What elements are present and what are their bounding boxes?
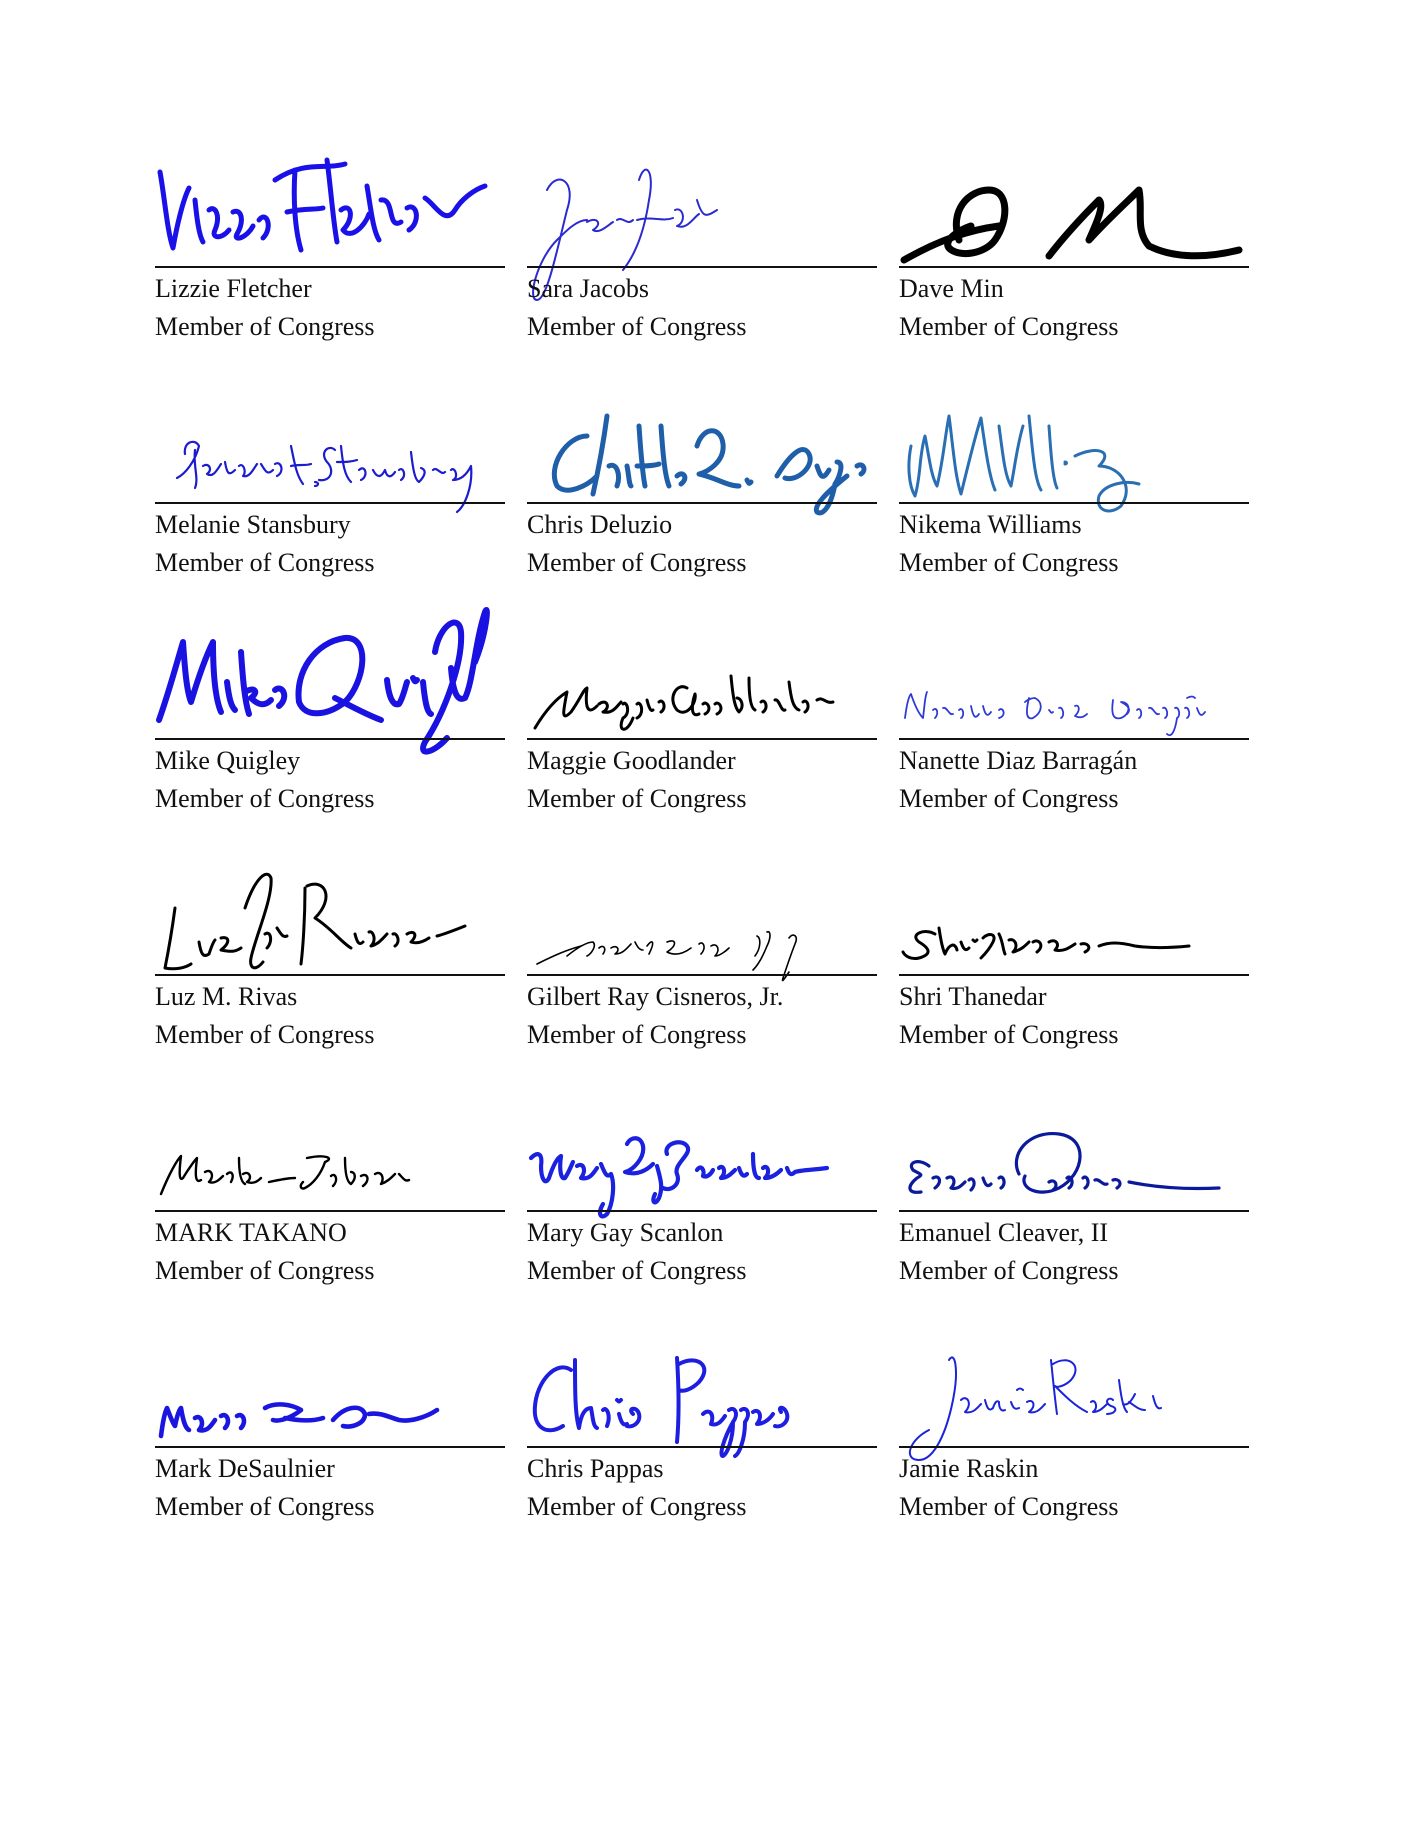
signature-line [899,738,1249,740]
signatory-title: Member of Congress [899,1256,1119,1285]
handwritten-signature [899,838,1249,976]
signatory-title: Member of Congress [527,1256,747,1285]
signatory-title: Member of Congress [155,1020,375,1049]
signature-grid [155,130,1263,1546]
handwritten-signature [155,602,505,740]
signatory-name: Emanuel Cleaver, II [899,1218,1109,1247]
signature-block [527,130,877,366]
signature-line [527,1210,877,1212]
signatory-title: Member of Congress [527,312,747,341]
signatory-title: Member of Congress [155,1492,375,1521]
handwritten-signature [527,1074,877,1212]
signature-ink [155,602,505,752]
handwritten-signature [899,366,1249,504]
signatory-title: Member of Congress [899,1020,1119,1049]
signature-ink [527,1074,877,1224]
signature-line [155,1446,505,1448]
signatory-title: Member of Congress [899,784,1119,813]
signature-ink [155,838,505,988]
signatory-name: Chris Pappas [527,1454,664,1483]
signatory-name: Luz M. Rivas [155,982,298,1011]
signatory-title: Member of Congress [899,548,1119,577]
handwritten-signature [155,130,505,268]
signature-ink [899,366,1249,516]
signature-line [899,502,1249,504]
handwritten-signature [527,130,877,268]
handwritten-signature [527,366,877,504]
signatory-title: Member of Congress [527,1020,747,1049]
signatory-name: MARK TAKANO [155,1218,347,1247]
handwritten-signature [899,602,1249,740]
signature-line [155,266,505,268]
signature-ink [155,366,505,516]
signature-line [155,502,505,504]
signature-block [899,602,1249,838]
signature-ink [899,602,1249,752]
signatory-title: Member of Congress [155,784,375,813]
signatory-name: Lizzie Fletcher [155,274,312,303]
handwritten-signature [527,838,877,976]
signature-block [155,602,505,838]
signatory-title: Member of Congress [155,312,375,341]
signatory-name: Jamie Raskin [899,1454,1039,1483]
signatory-name: Chris Deluzio [527,510,673,539]
signatory-title: Member of Congress [527,784,747,813]
signatory-title: Member of Congress [155,548,375,577]
signatory-name: Maggie Goodlander [527,746,736,775]
signature-line [899,266,1249,268]
signature-line [527,266,877,268]
handwritten-signature [527,602,877,740]
signatory-name: Gilbert Ray Cisneros, Jr. [527,982,784,1011]
handwritten-signature [155,1310,505,1448]
signature-line [155,974,505,976]
signatory-name: Mike Quigley [155,746,301,775]
signature-line [155,1210,505,1212]
signature-line [527,974,877,976]
signatory-name: Mark DeSaulnier [155,1454,335,1483]
signature-ink [899,838,1249,988]
signature-block [899,130,1249,366]
signature-line [899,974,1249,976]
signature-block [527,1310,877,1546]
handwritten-signature [899,1310,1249,1448]
signatory-title: Member of Congress [155,1256,375,1285]
signature-block [899,838,1249,1074]
signature-line [155,738,505,740]
signature-ink [899,1074,1249,1224]
signature-block [899,1310,1249,1546]
signature-ink [899,130,1249,280]
signature-ink [527,1310,877,1460]
signature-line [899,1446,1249,1448]
signature-line [527,738,877,740]
signatory-name: Mary Gay Scanlon [527,1218,724,1247]
handwritten-signature [155,838,505,976]
signature-block [527,602,877,838]
signature-ink [899,1310,1249,1460]
signature-block [899,1074,1249,1310]
signature-block [155,366,505,602]
signature-ink [155,1074,505,1224]
signature-ink [527,838,877,988]
signature-block [527,838,877,1074]
handwritten-signature [899,130,1249,268]
signature-block [155,838,505,1074]
signature-block [155,1074,505,1310]
signatory-name: Nikema Williams [899,510,1082,539]
signatory-name: Dave Min [899,274,1004,303]
signature-block [899,366,1249,602]
signature-block [527,366,877,602]
handwritten-signature [155,366,505,504]
signature-line [527,502,877,504]
signature-ink [527,366,877,516]
signatory-title: Member of Congress [899,312,1119,341]
signatory-title: Member of Congress [899,1492,1119,1521]
signature-line [899,1210,1249,1212]
signature-block [155,130,505,366]
signature-ink [155,130,505,280]
handwritten-signature [899,1074,1249,1212]
signature-ink [527,602,877,752]
signature-block [527,1074,877,1310]
signatory-name: Melanie Stansbury [155,510,351,539]
signatory-name: Nanette Diaz Barragán [899,746,1138,775]
signature-block [155,1310,505,1546]
signatory-name: Shri Thanedar [899,982,1047,1011]
signatory-title: Member of Congress [527,1492,747,1521]
signature-ink [155,1310,505,1460]
signature-line [527,1446,877,1448]
signature-ink [527,130,877,280]
signatory-title: Member of Congress [527,548,747,577]
handwritten-signature [527,1310,877,1448]
handwritten-signature [155,1074,505,1212]
signatory-name: Sara Jacobs [527,274,650,303]
